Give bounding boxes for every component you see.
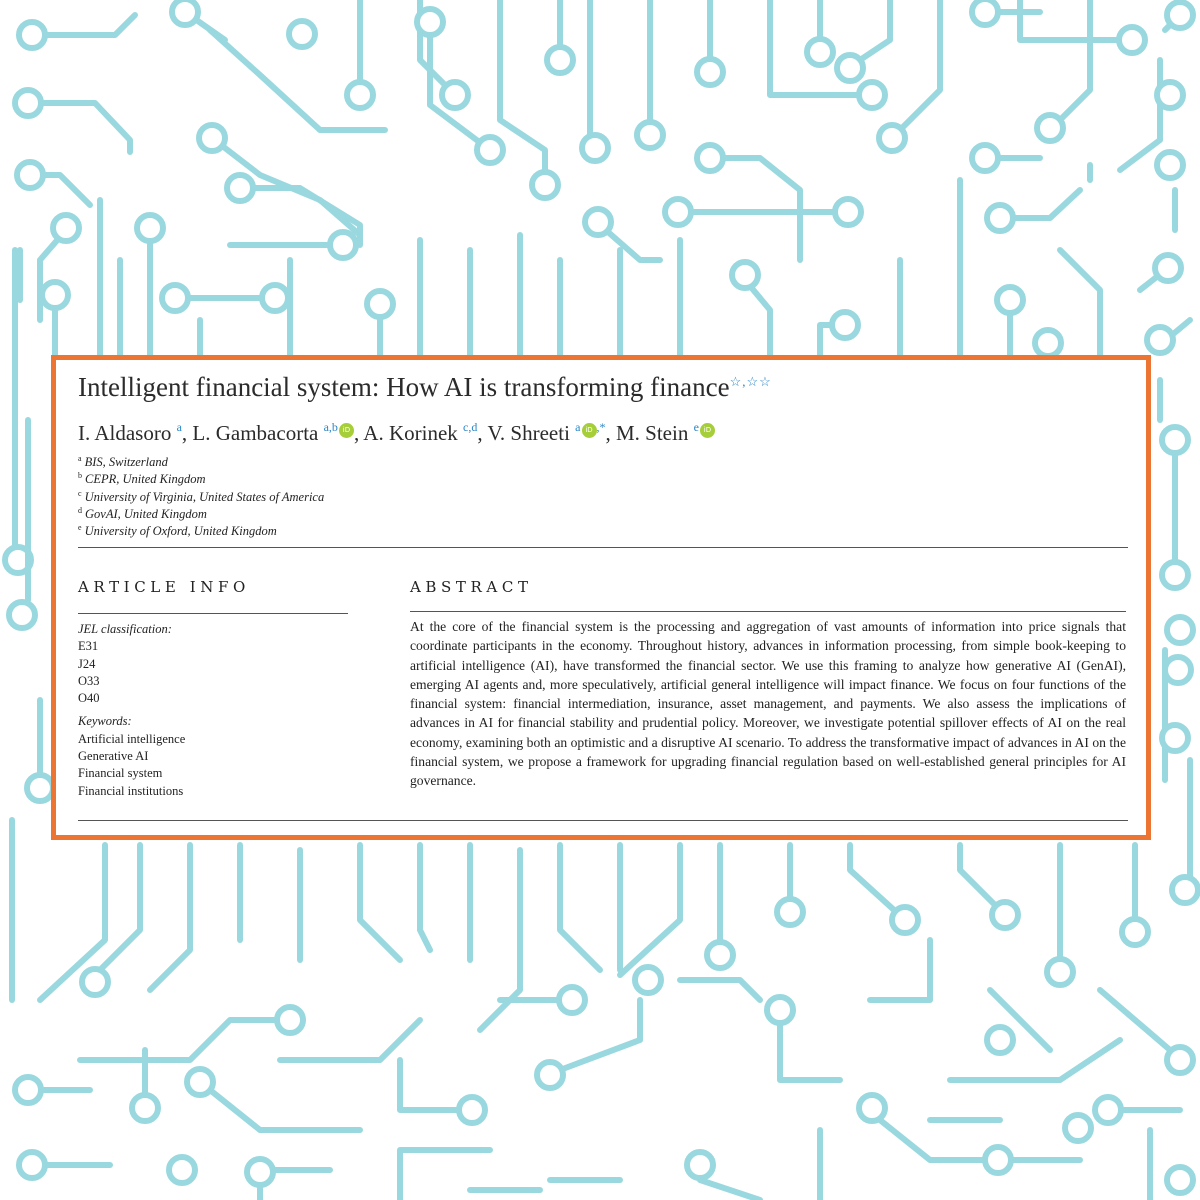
affiliation-text: University of Oxford, United Kingdom (84, 524, 277, 539)
jel-code: J24 (78, 656, 96, 671)
affiliation-item (78, 506, 324, 523)
author-affiliation-link[interactable]: a,b (323, 420, 338, 434)
keyword-list (78, 731, 348, 800)
author (487, 421, 616, 445)
affiliation-key: e (78, 523, 82, 533)
jel-code: O33 (78, 673, 100, 688)
author-list (78, 420, 715, 446)
affiliation-text: CEPR, United Kingdom (85, 472, 206, 487)
jel-code: O40 (78, 691, 100, 706)
author-affiliation-link[interactable]: a (176, 420, 182, 434)
author-affiliation-link[interactable]: a (575, 420, 581, 434)
affiliation-item (78, 471, 324, 488)
author (616, 421, 715, 445)
article-title-text: Intelligent financial system: How AI is transforming finance (78, 372, 730, 402)
keyword: Generative AI (78, 749, 149, 764)
jel-code-list (78, 638, 348, 707)
author (363, 421, 487, 445)
article-header-card (51, 355, 1151, 840)
affiliation-key: d (78, 505, 82, 515)
author-affiliation-link[interactable]: e (693, 420, 699, 434)
jel-code: E31 (78, 639, 99, 654)
affiliation-item (78, 454, 324, 471)
author-name[interactable]: I. Aldasoro (78, 421, 172, 445)
affiliation-item (78, 523, 324, 540)
author-affiliation-link[interactable]: c,d (463, 420, 478, 434)
footer-divider (78, 820, 1128, 821)
article-info-heading: ARTICLE INFO (78, 578, 250, 596)
author-name[interactable]: A. Korinek (363, 421, 458, 445)
keyword: Artificial intelligence (78, 731, 186, 746)
abstract-divider (410, 611, 1126, 612)
author-separator: , (353, 421, 364, 445)
author-separator: , (605, 421, 616, 445)
affiliation-key: b (78, 471, 82, 481)
keywords-label: Keywords: (78, 714, 132, 729)
affiliation-key: a (78, 454, 82, 463)
article-title (78, 372, 772, 403)
author (192, 421, 363, 445)
abstract-text: At the core of the financial system is the processing and aggregation of vast amounts of information into price signals that coordinate participants in the economy. Throughout history, advances in information processing, from simple book-keeping to artificial intelligence (AI), have transformed the financial sector. We use this framing to analyze how generative AI (GenAI), emerging AI agents and, more speculatively, artificial general intelligence will impact finance. We focus on four functions of the financial system: financial intermediation, insurance, asset management, and payments. We also assess the implications of advances in AI for financial stability and prudential policy. Moreover, we investigate potential spillover effects of AI on the real economy, examining both an optimistic and a disruptive AI scenario. To address the transformative impact of advances in AI on the financial system, we propose a framework for upgrading financial regulation based on well-established general principles for AI governance. (410, 619, 1126, 789)
header-divider (78, 547, 1128, 548)
author-separator: , (477, 421, 488, 445)
orcid-icon[interactable]: iD (700, 423, 715, 438)
author-name[interactable]: M. Stein (616, 421, 689, 445)
article-info-panel (78, 621, 348, 800)
affiliation-item (78, 489, 324, 506)
affiliation-text: BIS, Switzerland (84, 455, 168, 469)
author-separator: , (181, 421, 193, 445)
author-name[interactable]: V. Shreeti (487, 421, 570, 445)
author-name[interactable]: L. Gambacorta (192, 421, 319, 445)
title-footnote-stars[interactable]: ☆,☆☆ (729, 374, 772, 389)
orcid-icon[interactable]: iD (582, 423, 597, 438)
abstract-heading: ABSTRACT (410, 578, 533, 596)
keyword: Financial system (78, 766, 163, 781)
keyword: Financial institutions (78, 783, 184, 798)
corresponding-author-mark[interactable]: ,* (596, 420, 606, 434)
orcid-icon[interactable]: iD (339, 423, 354, 438)
affiliation-key: c (78, 488, 82, 498)
affiliation-text: GovAI, United Kingdom (85, 506, 207, 521)
article-info-divider (78, 613, 348, 614)
affiliation-text: University of Virginia, United States of America (84, 489, 325, 504)
jel-classification-label: JEL classification: (78, 622, 172, 636)
author (78, 421, 192, 445)
affiliation-list (78, 454, 324, 540)
